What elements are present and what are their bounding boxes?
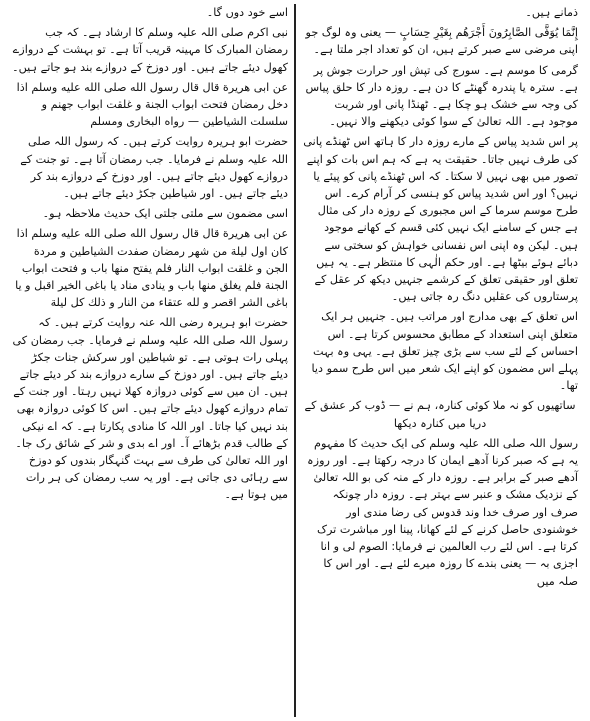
paragraph: ذمانے ہیں۔ xyxy=(525,6,578,19)
arabic-hadith-paragraph: عن ابی هريرة قال قال رسول الله صلى الله عليه وسلم اذا كان اول ليلة من شهر رمضان صفدت الشياطين و مردة الجن و غلقت ابواب النار فلم يفتح منها باب و فتحت ابواب الجنة فلم يغلق منها باب و ينادى مناد يا باغى الخير اقبل و يا باغى الشر اقصر و لله عتقاء من النار و ذلك كل ليلة xyxy=(15,227,288,310)
paragraph: رسول اللہ صلی اللہ علیہ وسلم کی ایک حدیث کا مفہوم یہ ہے کہ صبر کرنا آدھے ایمان کا درجہ رکھتا ہے۔ اور روزہ آدھے صبر کے برابر ہے۔ روزہ دار کے منہ کی بو اللہ تعالیٰ کے نزدیک مشک و عنبر سے بہتر ہے۔ روزہ دار چونکہ صرف اور صرف خدا وند قدوس کی رضا مندی اور خوشنودی حاصل کرنے کے لئے کھانا، پینا اور مباشرت ترک کرتا ہے۔ اس لئے رب العالمین نے فرمایا: الصوم لی و انا اجزی بہ — یعنی بندے کا روزہ میرے لئے ہے۔ اور اس کا صلہ میں xyxy=(307,436,578,588)
paragraph: اس تعلق کے بھی مدارج اور مراتب ہیں۔ جنہیں ہر ایک متعلق اپنی استعداد کے مطابق محسوس کرتا ہے۔ اس احساس کے لئے سب سے بڑی چیز تعلق ہے۔ یہی وہ بہت پہلے اس مضمون کو اپنے ایک شعر میں اس طرح سمو دیا تھا۔ xyxy=(311,310,578,393)
paragraph: گرمی کا موسم ہے۔ سورج کی تپش اور حرارت جوش پر ہے۔ سترہ یا پندرہ گھنٹے کا دن ہے۔ روزہ دار کا حلق پیاس کی وجہ سے خشک ہو چکا ہے۔ ٹھنڈا پانی اور شربت موجود ہے۔ اللہ تعالیٰ کے سوا کوئی دیکھنے والا نہیں۔ xyxy=(305,63,578,129)
hadith-translation-paragraph: حضرت ابو ہریرہ رضی اللہ عنہ روایت کرتے ہیں۔ کہ رسول اللہ صلی اللہ علیہ وسلم نے فرمایا۔ جب رمضان کی پہلی رات ہوتی ہے۔ تو شیاطین اور سرکش جنات جکڑ دیئے جاتے ہیں۔ اور دوزخ کے سارے دروازے بند کر دیئے جاتے ہیں۔ ان میں سے کوئی دروازہ کھلا نہیں رہتا۔ اور جنت کے تمام دروازے کھول دیئے جاتے ہیں۔ اس کا کوئی دروازہ بھی بند نہیں کیا جاتا۔ اور اللہ کا منادی پکارتا ہے۔ کہ اے نیکی کے طالب قدم بڑھائے آ۔ اور اے بدی و شر کے شائق رک جا۔ اور اللہ تعالیٰ کی طرف سے بہت گنہگار بندوں کو دوزخ سے رہائی دی جاتی ہے۔ اور یہ سب رمضان کی ہر رات میں ہوتا ہے۔ xyxy=(12,316,288,502)
left-text-column xyxy=(6,4,294,717)
paragraph: اسی مضمون سے ملتی جلتی ایک حدیث ملاحظہ ہو۔ xyxy=(42,207,288,221)
hadith-translation-paragraph: حضرت ابو ہریرہ روایت کرتے ہیں۔ کہ رسول اللہ صلی اللہ علیہ وسلم نے فرمایا۔ جب رمضان آتا ہے۔ تو جنت کے دروازے کھول دیئے جاتے ہیں۔ اور دوزخ کے دروازے بند کر دیئے جاتے ہیں۔ اور شیاطین جکڑ دیئے جاتے ہیں۔ xyxy=(20,135,288,201)
quran-verse-paragraph: إِنَّمَا يُوَفَّى الصَّابِرُونَ أَجْرَهُم بِغَيْرِ حِسَابٍ — یعنی وہ لوگ جو اپنی مرضی سے صبر کرتے ہیں، ان کو تعداد اجر ملتا ہے۔ xyxy=(305,26,578,57)
poetry-couplet: ساتھیوں کو نہ ملا کوئی کنارہ، ہم نے — ڈوب کر عشق کے دریا میں کنارہ دیکھا xyxy=(304,399,576,430)
arabic-hadith-paragraph: عن ابی هريرة قال قال رسول الله صلى الله عليه وسلم اذا دخل رمضان فتحت ابواب الجنة و غلقت ابواب جهنم و سلسلت الشياطين — رواه البخارى ومسلم xyxy=(16,80,288,129)
paragraph: نبی اکرم صلی اللہ علیہ وسلم کا ارشاد ہے۔ کہ جب رمضان المبارک کا مہینہ قریب آتا ہے۔ تو بہشت کے دروازے کھول دیئے جاتے ہیں۔ اور دوزخ کے دروازے بند ہو جاتے ہیں۔ xyxy=(12,26,288,74)
paragraph: پر اس شدید پیاس کے مارے روزہ دار کا ہاتھ اس ٹھنڈے پانی کی طرف نہیں جاتا۔ حقیقت یہ ہے کہ ہم اس بات کو اپنے تصور میں بھی نہیں لا سکتا۔ کہ اس ٹھنڈے پانی کو پیئے یا نہیں؟ اور اس شدید پیاس کو ہنسی کر آرام کرے۔ اس طرح موسم سرما کے اس مجبوری کے روزہ دار کی مثال ہے جس کے سامنے ایک نہیں کئی قسم کے کھانے موجود ہیں۔ لیکن وہ اپنی اس نفسانی خواہش کو سختی سے دبائے ہوئے بیٹھا ہے۔ اور حکم الٰہی کا منتظر ہے۔ یہ ہیں تعلق اور حقیقی تعلق کے کرشمے جنہیں دیکھ کر عقل کے پرستاروں کی عقلیں دنگ رہ جاتی ہیں۔ xyxy=(303,135,578,304)
right-text-column xyxy=(296,4,584,717)
paragraph: اسے خود دوں گا۔ xyxy=(206,6,288,19)
